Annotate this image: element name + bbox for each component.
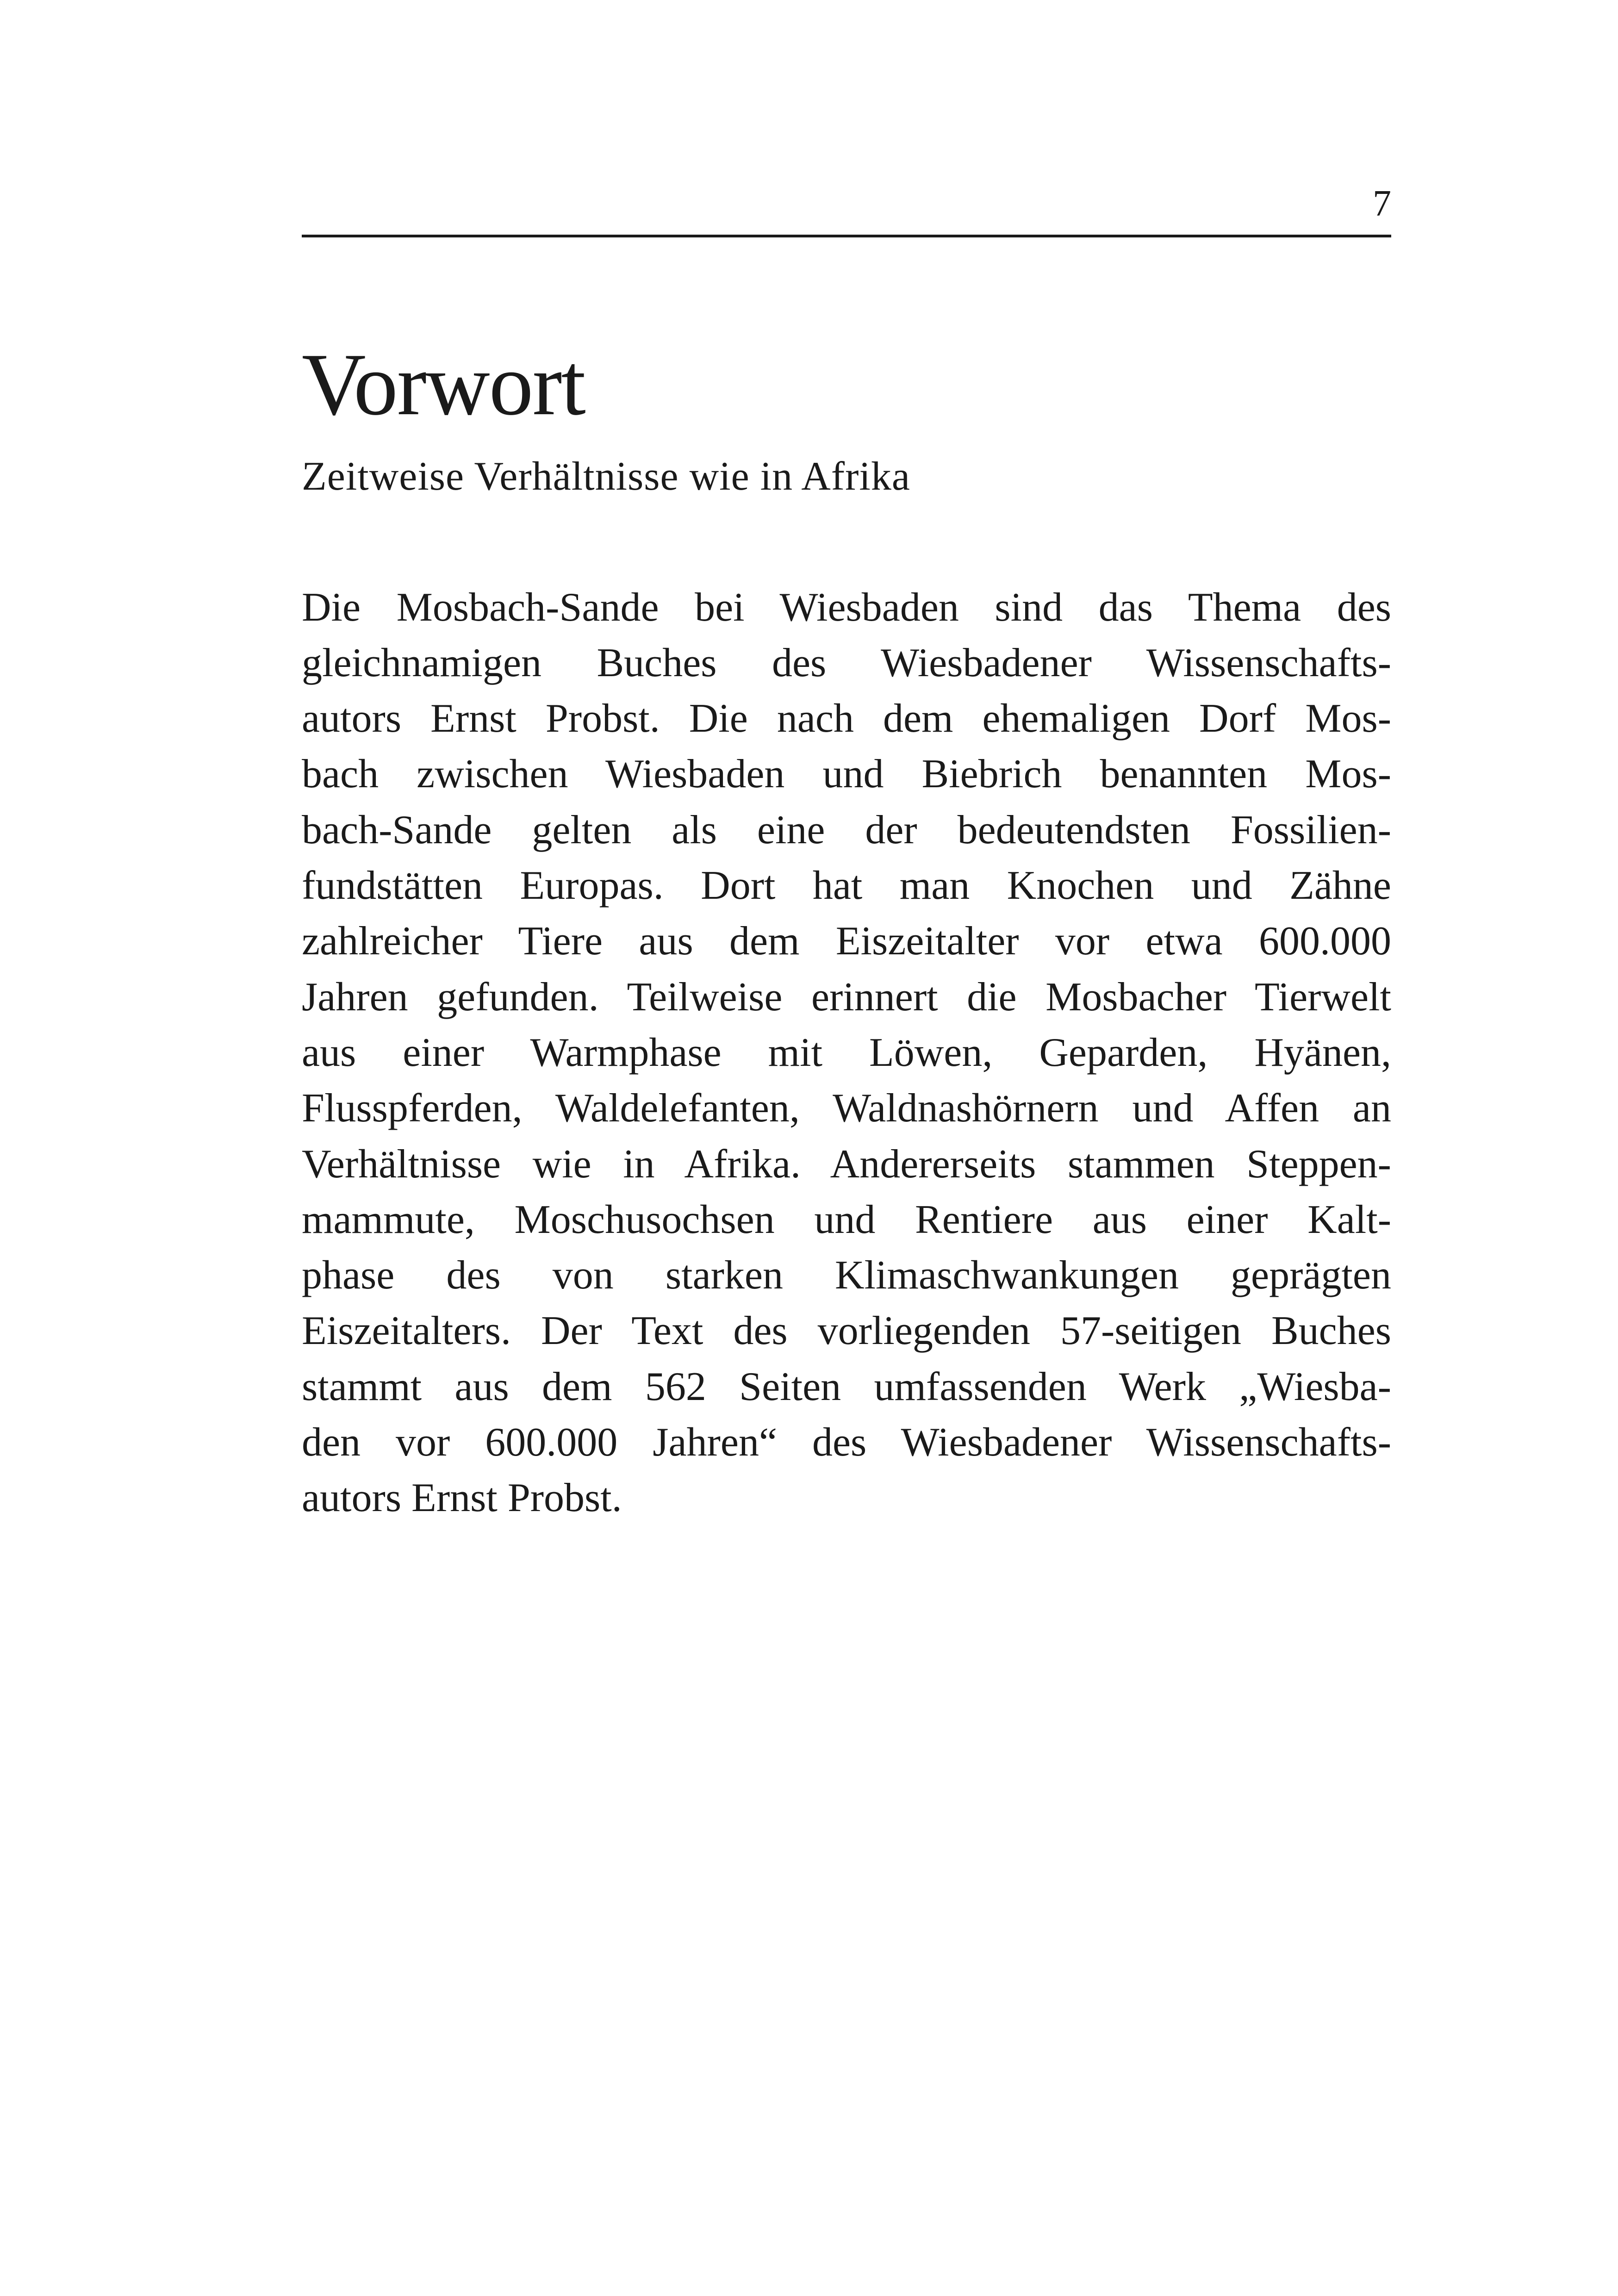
page-content <box>302 335 1391 1526</box>
body-line: bach-Sande gelten als eine der bedeutendsten Fossilien- <box>302 807 1391 852</box>
page-number: 7 <box>1373 183 1391 224</box>
body-paragraph <box>302 580 1391 1526</box>
body-line: Jahren gefunden. Teilweise erinnert die Mosbacher Tierwelt <box>302 974 1391 1020</box>
body-line: gleichnamigen Buches des Wiesbadener Wissenschafts- <box>302 640 1391 685</box>
body-line: phase des von starken Klimaschwankungen geprägten <box>302 1253 1391 1298</box>
body-line: stammt aus dem 562 Seiten umfassenden Werk „Wiesba- <box>302 1364 1391 1409</box>
body-line: Flusspferden, Waldelefanten, Waldnashörnern und Affen an <box>302 1086 1391 1131</box>
body-line: fundstätten Europas. Dort hat man Knochen und Zähne <box>302 863 1391 908</box>
body-line: Eiszeitalters. Der Text des vorliegenden 57-seitigen Buches <box>302 1308 1391 1354</box>
body-line: aus einer Warmphase mit Löwen, Geparden, Hyänen, <box>302 1030 1391 1075</box>
body-line: Die Mosbach-Sande bei Wiesbaden sind das Thema des <box>302 585 1391 630</box>
body-line: zahlreicher Tiere aus dem Eiszeitalter vor etwa 600.000 <box>302 919 1391 964</box>
chapter-title: Vorwort <box>302 335 585 434</box>
header-rule <box>302 235 1391 237</box>
chapter-subtitle: Zeitweise Verhältnisse wie in Afrika <box>302 454 910 499</box>
body-line: den vor 600.000 Jahren“ des Wiesbadener Wissenschafts- <box>302 1420 1391 1465</box>
body-line: autors Ernst Probst. <box>302 1475 622 1521</box>
body-line: mammute, Moschusochsen und Rentiere aus einer Kalt- <box>302 1197 1391 1242</box>
body-line: bach zwischen Wiesbaden und Biebrich benannten Mos- <box>302 752 1391 797</box>
body-line: Verhältnisse wie in Afrika. Andererseits stammen Steppen- <box>302 1141 1391 1187</box>
body-line: autors Ernst Probst. Die nach dem ehemaligen Dorf Mos- <box>302 696 1391 741</box>
